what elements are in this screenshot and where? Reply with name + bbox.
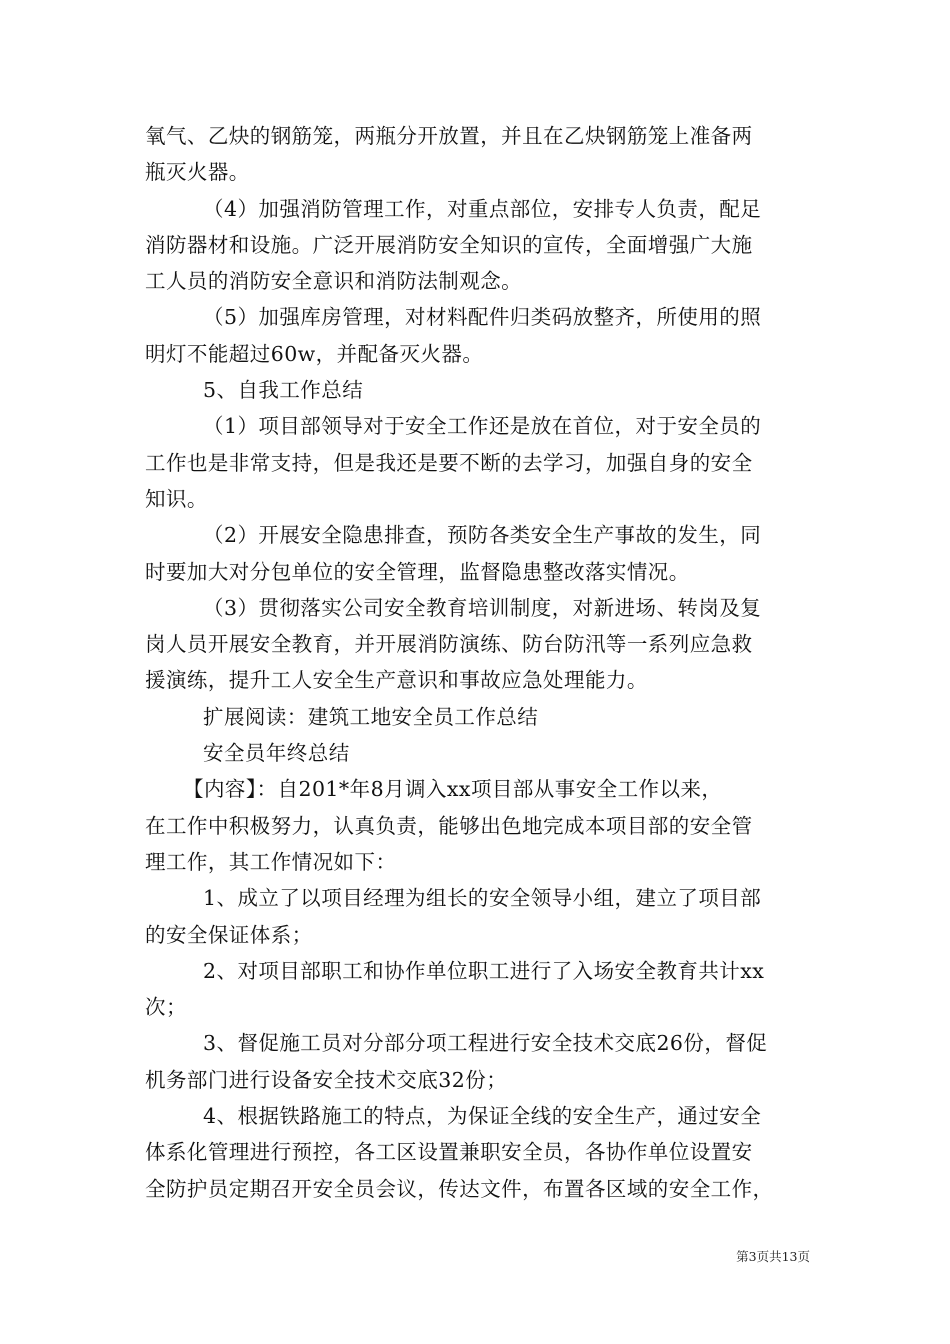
body-line: 知识。 bbox=[145, 486, 208, 511]
body-line: 【内容】：自201*年8月调入xx项目部从事安全工作以来， bbox=[183, 777, 723, 802]
body-line: 工人员的消防安全意识和消防法制观念。 bbox=[145, 269, 523, 294]
body-line: 氧气、乙炔的钢筋笼，两瓶分开放置，并且在乙炔钢筋笼上准备两 bbox=[145, 124, 753, 148]
body-line: 瓶灭火器。 bbox=[145, 160, 250, 185]
body-line: 岗人员开展安全教育，并开展消防演练、防台防汛等一系列应急救 bbox=[145, 632, 753, 657]
body-line: （4）加强消防管理工作，对重点部位，安排专人负责，配足 bbox=[203, 196, 762, 221]
page-number: 第3页共13页 bbox=[736, 1249, 810, 1264]
body-line: 消防器材和设施。广泛开展消防安全知识的宣传，全面增强广大施 bbox=[145, 232, 753, 257]
body-line: 在工作中积极努力，认真负责，能够出色地完成本项目部的安全管 bbox=[145, 813, 753, 838]
section-heading: 5、自我工作总结 bbox=[203, 378, 364, 403]
body-line: 明灯不能超过60w，并配备灭火器。 bbox=[145, 341, 484, 366]
body-line: 全防护员定期召开安全员会议，传达文件，布置各区域的安全工作， bbox=[145, 1176, 774, 1201]
body-line: 4、根据铁路施工的特点，为保证全线的安全生产，通过安全 bbox=[203, 1104, 762, 1129]
body-line: 体系化管理进行预控，各工区设置兼职安全员，各协作单位设置安 bbox=[145, 1140, 753, 1165]
body-line: 理工作，其工作情况如下： bbox=[145, 849, 397, 874]
body-line: 工作也是非常支持，但是我还是要不断的去学习，加强自身的安全 bbox=[145, 450, 753, 475]
body-line: 2、对项目部职工和协作单位职工进行了入场安全教育共计xx bbox=[203, 958, 765, 983]
body-line: （3）贯彻落实公司安全教育培训制度，对新进场、转岗及复 bbox=[203, 595, 762, 620]
body-line: （1）项目部领导对于安全工作还是放在首位，对于安全员的 bbox=[203, 414, 762, 439]
body-line: 的安全保证体系； bbox=[145, 922, 313, 947]
body-line: 3、督促施工员对分部分项工程进行安全技术交底26份，督促 bbox=[203, 1031, 768, 1056]
body-line: 1、成立了以项目经理为组长的安全领导小组，建立了项目部 bbox=[203, 886, 762, 911]
body-line: 机务部门进行设备安全技术交底32份； bbox=[145, 1067, 508, 1092]
body-line: （2）开展安全隐患排查，预防各类安全生产事故的发生，同 bbox=[203, 523, 762, 548]
article-title: 安全员年终总结 bbox=[203, 741, 350, 766]
body-line: 次； bbox=[145, 995, 187, 1020]
body-line: （5）加强库房管理，对材料配件归类码放整齐，所使用的照 bbox=[203, 305, 762, 330]
extended-reading-title: 扩展阅读：建筑工地安全员工作总结 bbox=[203, 704, 539, 729]
body-line: 时要加大对分包单位的安全管理，监督隐患整改落实情况。 bbox=[145, 559, 690, 584]
body-line: 援演练，提升工人安全生产意识和事故应急处理能力。 bbox=[145, 668, 648, 693]
document-body bbox=[145, 118, 825, 1207]
